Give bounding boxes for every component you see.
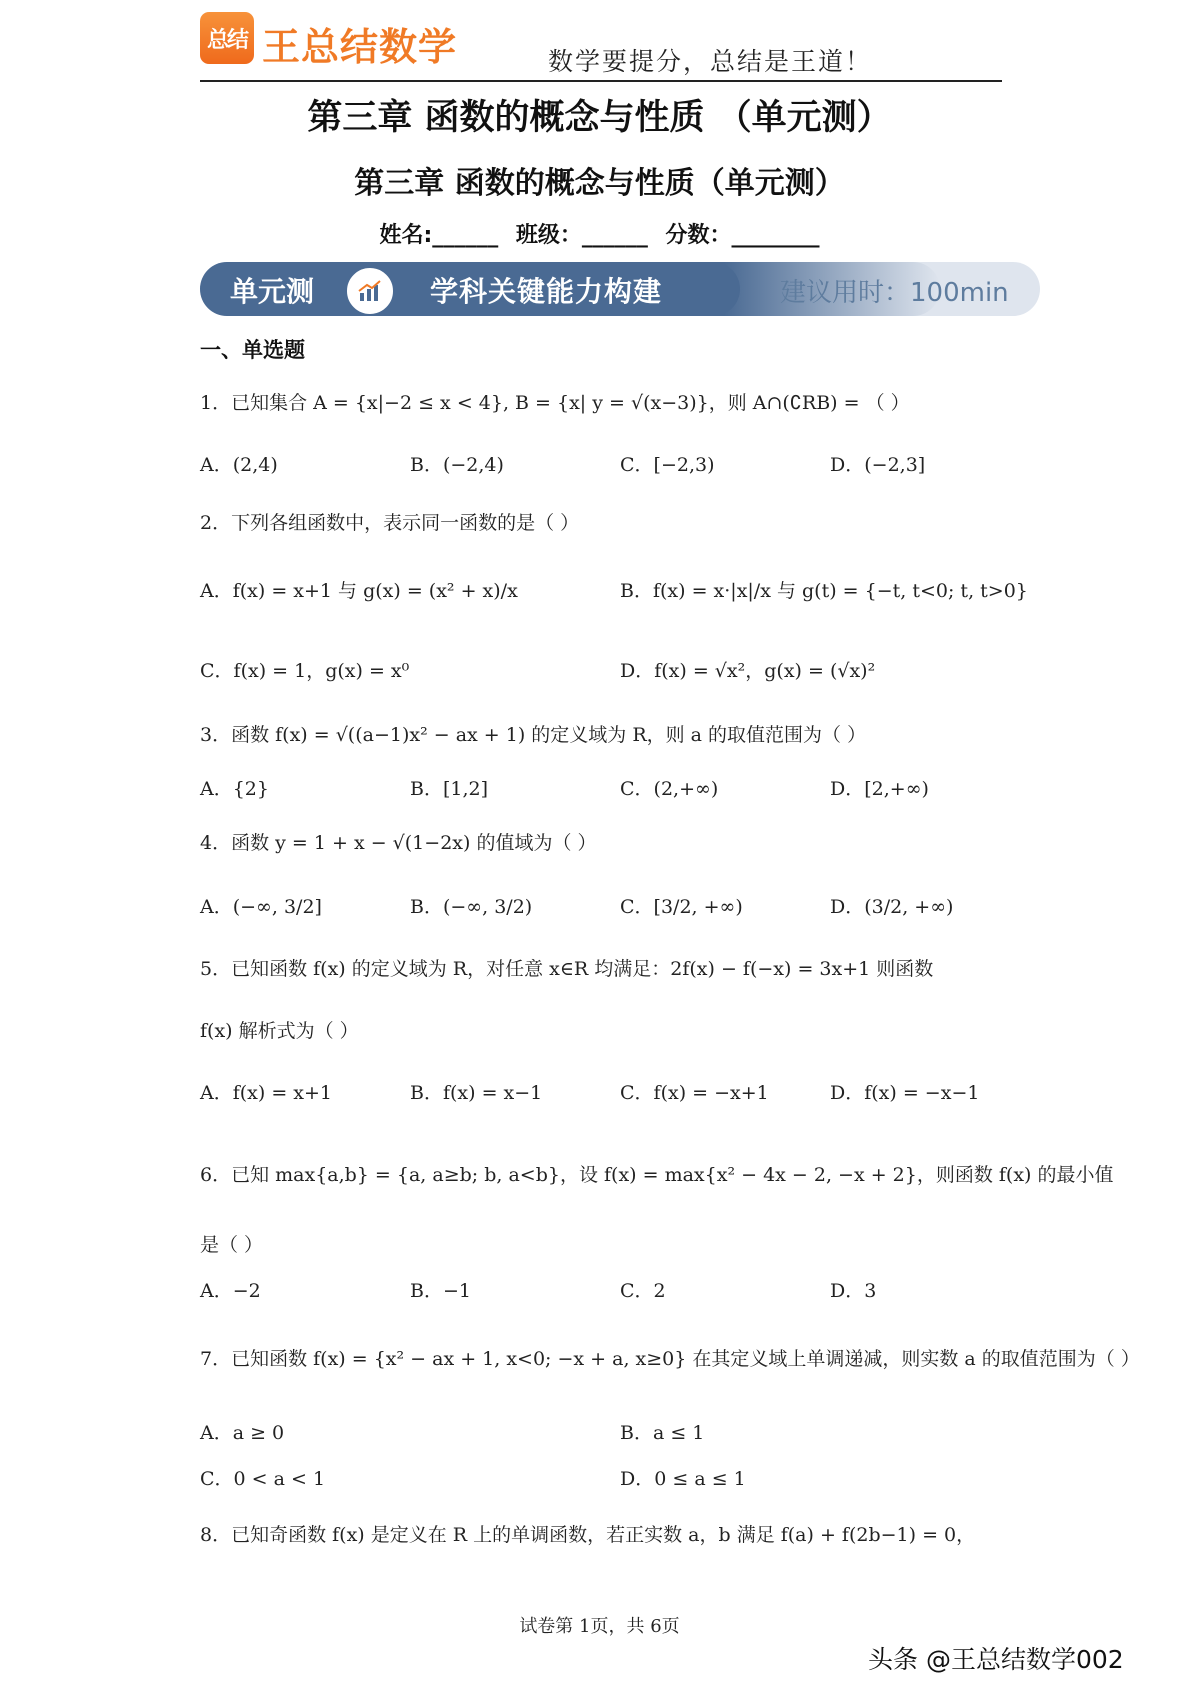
- banner-label: 单元测: [230, 275, 315, 308]
- option-7a: A．a ≥ 0: [200, 1422, 285, 1444]
- option-6d: D．3: [830, 1280, 877, 1302]
- option-5d: D．f(x) = −x−1: [830, 1082, 980, 1104]
- option-2b: B．f(x) = x·|x|/x 与 g(t) = {−t, t<0; t, t>0}: [620, 580, 1028, 602]
- option-2d: D．f(x) = √x²，g(x) = (√x)²: [620, 660, 876, 682]
- option-4d: D．(3/2, +∞): [830, 896, 954, 918]
- option-3d: D．[2,+∞): [830, 778, 929, 800]
- question-1: 1．已知集合 A = {x|−2 ≤ x < 4}, B = {x| y = √(x−3)}，则 A∩(∁RB) = （ ）: [200, 392, 910, 414]
- option-6a: A．−2: [200, 1280, 261, 1302]
- question-4: 4．函数 y = 1 + x − √(1−2x) 的值域为（ ）: [200, 832, 597, 854]
- option-7d: D．0 ≤ a ≤ 1: [620, 1468, 746, 1490]
- option-5a: A．f(x) = x+1: [200, 1082, 333, 1104]
- option-4b: B．(−∞, 3/2): [410, 896, 533, 918]
- header-divider: [200, 80, 1002, 82]
- brand-name: 王总结数学: [262, 25, 458, 69]
- section-title: 一、单选题: [200, 338, 305, 362]
- page-title: 第三章 函数的概念与性质 （单元测）: [307, 98, 892, 138]
- option-1b: B．(−2,4): [410, 454, 504, 476]
- option-6c: C．2: [620, 1280, 666, 1302]
- option-1d: D．(−2,3]: [830, 454, 926, 476]
- option-5b: B．f(x) = x−1: [410, 1082, 543, 1104]
- question-8: 8．已知奇函数 f(x) 是定义在 R 上的单调函数，若正实数 a，b 满足 f(a) + f(2b−1) = 0，: [200, 1524, 976, 1546]
- logo: [200, 12, 254, 64]
- page-subtitle: 第三章 函数的概念与性质（单元测）: [354, 166, 845, 201]
- option-2c: C．f(x) = 1，g(x) = x⁰: [200, 660, 410, 682]
- option-4c: C．[3/2, +∞): [620, 896, 743, 918]
- question-3: 3．函数 f(x) = √((a−1)x² − ax + 1) 的定义域为 R，则 a 的取值范围为（ ）: [200, 724, 867, 746]
- slogan: 数学要提分，总结是王道！: [548, 47, 873, 76]
- question-2: 2．下列各组函数中，表示同一函数的是（ ）: [200, 512, 580, 534]
- option-5c: C．f(x) = −x+1: [620, 1082, 769, 1104]
- student-info-line: 姓名:______ 班级：______ 分数：________: [379, 223, 820, 248]
- banner-time: 建议用时：100min: [780, 278, 1009, 308]
- banner-heading: 学科关键能力构建: [430, 275, 663, 308]
- option-6b: B．−1: [410, 1280, 471, 1302]
- option-3a: A．{2}: [200, 778, 269, 800]
- option-7b: B．a ≤ 1: [620, 1422, 705, 1444]
- option-1c: C．[−2,3): [620, 454, 715, 476]
- chart-icon: [345, 266, 395, 316]
- section-banner: [200, 262, 1040, 316]
- question-6-cont: 是（ ）: [200, 1234, 264, 1256]
- option-1a: A．(2,4): [200, 454, 278, 476]
- page-footer: 试卷第 1页，共 6页: [519, 1616, 680, 1637]
- question-5: 5．已知函数 f(x) 的定义域为 R，对任意 x∈R 均满足：2f(x) − f(−x) = 3x+1 则函数: [200, 958, 934, 980]
- question-7: 7．已知函数 f(x) = {x² − ax + 1, x<0; −x + a, x≥0} 在其定义域上单调递减，则实数 a 的取值范围为（ ）: [200, 1348, 1140, 1370]
- option-4a: A．(−∞, 3/2]: [200, 896, 322, 918]
- question-5-cont: f(x) 解析式为（ ）: [200, 1020, 359, 1042]
- logo-text: 总结: [206, 27, 247, 53]
- watermark: 头条 @王总结数学002: [868, 1645, 1124, 1674]
- option-2a: A．f(x) = x+1 与 g(x) = (x² + x)/x: [200, 580, 518, 602]
- question-6: 6．已知 max{a,b} = {a, a≥b; b, a<b}，设 f(x) = max{x² − 4x − 2, −x + 2}，则函数 f(x) 的最小值: [200, 1164, 1114, 1186]
- option-7c: C．0 < a < 1: [200, 1468, 326, 1490]
- option-3b: B．[1,2]: [410, 778, 489, 800]
- option-3c: C．(2,+∞): [620, 778, 719, 800]
